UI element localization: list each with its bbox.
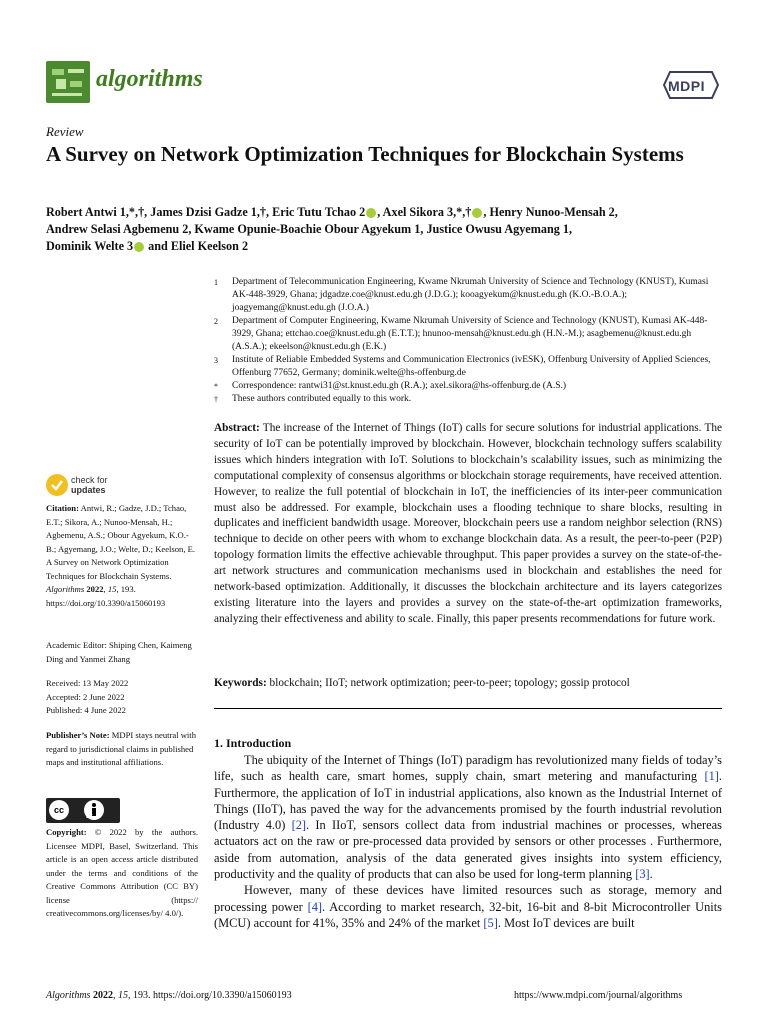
journal-name[interactable]: algorithms xyxy=(96,66,203,92)
authors-line3b[interactable]: and Eliel Keelson 2 xyxy=(145,239,249,253)
affiliations xyxy=(214,276,724,406)
authors-line2[interactable]: Andrew Selasi Agbemenu 2, Kwame Opunie-Boachie Obour Agyekum 1, Justice Owusu Agyemang 1, xyxy=(46,222,573,236)
dates: Received: 13 May 2022 Accepted: 2 June 2022 Published: 4 June 2022 xyxy=(46,678,129,715)
check-for-updates-button[interactable]: check for updates xyxy=(46,474,196,498)
abstract-label: Abstract: xyxy=(214,422,260,434)
paragraph: The ubiquity of the Internet of Things (IoT) paradigm has revolutionized many fields of today’s life, such as health care, smart homes, supply chain, smart metering and manufacturing [1]. Furthermore, the application of IoT in industrial applications, also known as the Industrial Internet of Things (IIoT), has paved the way for the advancements promised by the fourth industrial revolution (Industry 4.0) [2]. In IIoT, sensors collect data from industrial machines or processes, whereas actuators act on the raw or pre-processed data provided by sensors or other processes . Furthermore, aside from automation, analysis of the data generated gives insights into system efficiency, productivity and the quality of products that can also be used for long-term planning [3]. xyxy=(214,753,723,882)
keywords-label: Keywords: xyxy=(214,677,267,689)
authors-line1[interactable]: Robert Antwi 1,*,†, James Dzisi Gadze 1,†, Eric Tutu Tchao 2 xyxy=(46,205,366,219)
academic-editor: Academic Editor: Shiping Chen, Kaimeng Ding and Yanmei Zhang xyxy=(46,640,192,664)
orcid-icon[interactable] xyxy=(366,208,376,218)
divider xyxy=(214,708,722,709)
abstract-text: The increase of the Internet of Things (IoT) calls for secure solutions for industrial applications. The security of IoT can be potentially improved by blockchain. However, blockchain technology suffers scalability issues which hinders integration with IoT. Solutions to blockchain’s scalability issues, such as minimizing the computational complexity of consensus algorithms or blockchain storage requirements, have received attention. However, to realize the full potential of blockchain in IoT, the inefficiencies of its inter-peer communication must also be addressed. For example, blockchain uses a flooding technique to share blocks, resulting in duplicates and inefficient bandwidth usage. Moreover, blockchain peers use a random neighbor selection (RNS) technique to decide on other peers with whom to exchange blockchain data. As a result, the peer-to-peer (P2P) topology formation limits the effective achievable throughput. This paper provides a survey on the state-of-the-art network structures and communication mechanisms used in blockchain and establishes the need for network-based optimization. Additionally, it discusses the blockchain architecture and its layers categorizes existing literature into the layers and provides a survey on the state-of-the-art optimization frameworks, analyzing their effectiveness and ability to scale. Finally, this paper presents recommendations for future work. xyxy=(214,422,723,625)
introduction-body xyxy=(214,752,722,931)
copyright: Copyright: © 2022 by the authors. Licensee MDPI, Basel, Switzerland. This article is an open access article distributed under the terms and conditions of the Creative Commons Attribution (CC BY) license (https:// creativecommons.org/licenses/by/ 4.0/). xyxy=(46,827,198,918)
affiliation-item: 2 Department of Computer Engineering, Kwame Nkrumah University of Science and Technology (KNUST), Kumasi AK-448-3929, Ghana; ettchao.coe@knust.edu.gh (E.T.T.); hnunoo-mensah@knust.edu.gh (H.N.-M.); asagbemenu@knust.edu.gh (A.S.A.); ekeelson@knust.edu.gh (E.K.) xyxy=(214,316,708,352)
abstract xyxy=(214,421,722,628)
mdpi-logo[interactable] xyxy=(662,70,720,100)
keywords-text: blockchain; IIoT; network optimization; peer-to-peer; topology; gossip protocol xyxy=(269,677,630,689)
section-heading: 1. Introduction xyxy=(214,736,292,750)
citation-link[interactable]: [2] xyxy=(291,818,307,833)
article-title: A Survey on Network Optimization Techniques for Blockchain Systems xyxy=(46,142,684,166)
cc-icon: cc xyxy=(49,800,69,820)
citation-link[interactable]: [4] xyxy=(307,899,323,914)
doi-link[interactable]: , 193. https://doi.org/10.3390/a15060193 xyxy=(46,584,166,608)
authors-line1b[interactable]: , Axel Sikora 3,*,† xyxy=(377,205,472,219)
affiliation-item: 3 Institute of Reliable Embedded Systems and Communication Electronics (ivESK), Offenburg University of Applied Sciences, Offenburg 77652, Germany; dominik.welte@hs-offenburg.de xyxy=(214,355,711,378)
affiliation-item: 1 Department of Telecommunication Engineering, Kwame Nkrumah University of Science and Technology (KNUST), Kumasi AK-448-3929, Ghana; jdgadze.coe@knust.edu.gh (J.D.G.); kooagyekum@knust.edu.gh (K.O.-B.O.A.); joagyemang@knust.edu.gh (J.O.A.) xyxy=(214,277,709,313)
authors-line1c[interactable]: , Henry Nunoo-Mensah 2, xyxy=(483,205,618,219)
equal-contribution-note: † These authors contributed equally to this work. xyxy=(214,394,412,404)
correspondence: * Correspondence: rantwi31@st.knust.edu.gh (R.A.); axel.sikora@hs-offenburg.de (A.S.) xyxy=(214,381,567,391)
journal-url-link[interactable]: https://www.mdpi.com/journal/algorithms xyxy=(514,990,683,1001)
paragraph: However, many of these devices have limited resources such as storage, memory and processing power [4]. According to market research, 32-bit, 16-bit and 8-bit Microcontroller Units (MCU) account for 41%, 35% and 24% of the market [5]. Most IoT devices are built xyxy=(214,883,722,930)
orcid-icon[interactable] xyxy=(134,242,144,252)
cc-by-license-badge[interactable]: cc BY xyxy=(46,798,120,823)
check-updates-icon xyxy=(46,474,68,496)
citation-link[interactable]: [1] xyxy=(704,769,719,784)
publisher-note: Publisher’s Note: MDPI stays neutral with regard to jurisdictional claims in published maps and institutional affiliations. xyxy=(46,730,196,767)
footer-doi-link[interactable]: , 193. https://doi.org/10.3390/a15060193 xyxy=(127,990,292,1001)
footer-citation: Algorithms 2022, 15, 193. https://doi.org/10.3390/a15060193 xyxy=(46,990,292,1001)
citation-link[interactable]: [5] xyxy=(483,915,498,930)
keywords xyxy=(214,676,722,691)
authors-line3a[interactable]: Dominik Welte 3 xyxy=(46,239,134,253)
orcid-icon[interactable] xyxy=(472,208,482,218)
citation-block: Citation: Antwi, R.; Gadze, J.D.; Tchao, E.T.; Sikora, A.; Nunoo-Mensah, H.; Agbemenu, A.S.; Obour Agyekum, K.O.-B.; Agyemang, J.O.; Welte, D.; Keelson, E. A Survey on Network Optimization Techniques for Blockchain Systems. Algorithms 2022, 15, 193. https://doi.org/10.3390/a15060193 xyxy=(46,503,196,608)
journal-logo-icon xyxy=(46,61,90,103)
publisher-name: MDPI xyxy=(668,78,705,94)
article-type: Review xyxy=(46,124,84,139)
citation-link[interactable]: [3] xyxy=(635,867,650,882)
author-list xyxy=(46,204,726,255)
